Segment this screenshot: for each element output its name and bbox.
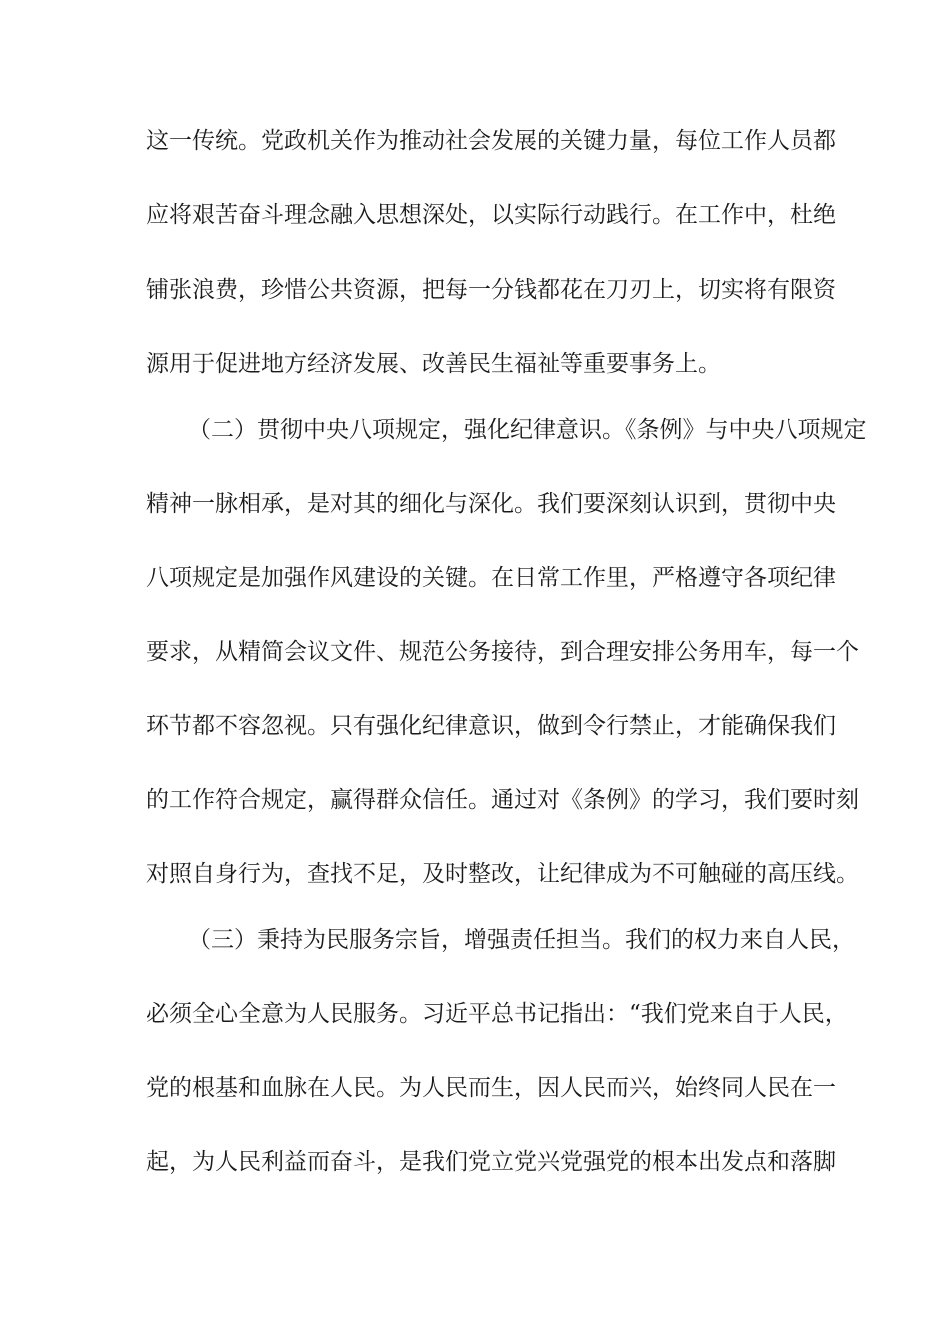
text-line: 精神一脉相承，是对其的细化与深化。我们要深刻认识到，贯彻中央 <box>146 491 836 517</box>
text-line: 必须全心全意为人民服务。习近平总书记指出：“我们党来自于人民， <box>146 1001 848 1027</box>
text-line: 源用于促进地方经济发展、改善民生福祉等重要事务上。 <box>146 351 721 377</box>
text-line: 起，为人民利益而奋斗，是我们党立党兴党强党的根本出发点和落脚 <box>146 1149 836 1175</box>
text-line: 这一传统。党政机关作为推动社会发展的关键力量，每位工作人员都 <box>146 128 836 154</box>
text-line: 党的根基和血脉在人民。为人民而生，因人民而兴，始终同人民在一 <box>146 1075 836 1101</box>
text-line: 八项规定是加强作风建设的关键。在日常工作里，严格遵守各项纪律 <box>146 565 836 591</box>
text-line: 应将艰苦奋斗理念融入思想深处，以实际行动践行。在工作中，杜绝 <box>146 202 836 228</box>
text-line: 对照自身行为，查找不足，及时整改，让纪律成为不可触碰的高压线。 <box>146 861 859 887</box>
text-line: 的工作符合规定，赢得群众信任。通过对《条例》的学习，我们要时刻 <box>146 787 859 813</box>
text-line: 要求，从精简会议文件、规范公务接待，到合理安排公务用车，每一个 <box>146 639 859 665</box>
text-line: 环节都不容忽视。只有强化纪律意识，做到令行禁止，才能确保我们 <box>146 713 836 739</box>
section-heading-line: （三）秉持为民服务宗旨，增强责任担当。我们的权力来自人民， <box>188 927 855 953</box>
section-heading-line: （二）贯彻中央八项规定，强化纪律意识。《条例》与中央八项规定 <box>188 417 867 443</box>
text-line: 铺张浪费，珍惜公共资源，把每一分钱都花在刀刃上，切实将有限资 <box>146 277 836 303</box>
